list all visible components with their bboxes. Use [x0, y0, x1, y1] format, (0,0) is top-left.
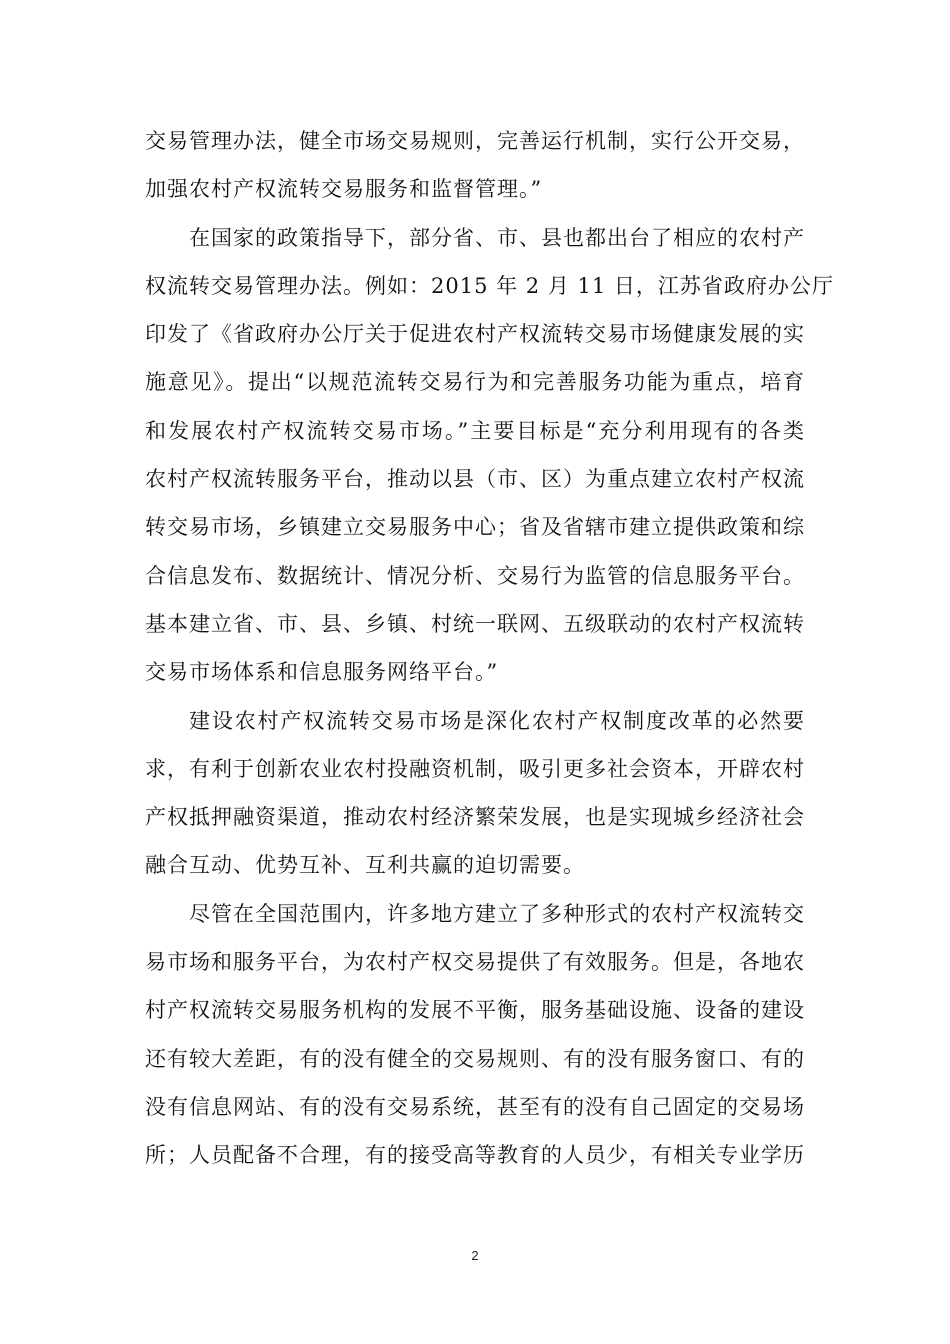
- text-line: 转交易市场，乡镇建立交易服务中心；省及省辖市建立提供政策和综: [145, 515, 805, 540]
- text-line: 求，有利于创新农业农村投融资机制，吸引更多社会资本，开辟农村: [145, 756, 805, 781]
- paragraph-start-line: 建设农村产权流转交易市场是深化农村产权制度改革的必然要: [189, 708, 805, 733]
- text-line: 加强农村产权流转交易服务和监督管理。”: [145, 177, 543, 202]
- text-line: 所；人员配备不合理，有的接受高等教育的人员少，有相关专业学历: [145, 1143, 805, 1168]
- text-line: 易市场和服务平台，为农村产权交易提供了有效服务。但是，各地农: [145, 950, 805, 975]
- text-line: 产权抵押融资渠道，推动农村经济繁荣发展，也是实现城乡经济社会: [145, 805, 805, 830]
- text-line: 印发了《省政府办公厅关于促进农村产权流转交易市场健康发展的实: [145, 322, 805, 347]
- text-line: 权流转交易管理办法。例如：2015 年 2 月 11 日，江苏省政府办公厅: [145, 273, 834, 298]
- text-line: 施意见》。提出“以规范流转交易行为和完善服务功能为重点，培育: [145, 370, 805, 395]
- text-line: 还有较大差距，有的没有健全的交易规则、有的没有服务窗口、有的: [145, 1046, 805, 1071]
- paragraph-start-line: 在国家的政策指导下，部分省、市、县也都出台了相应的农村产: [189, 225, 805, 250]
- text-line: 融合互动、优势互补、互利共赢的迫切需要。: [145, 853, 585, 878]
- paragraph-start-line: 尽管在全国范围内，许多地方建立了多种形式的农村产权流转交: [189, 901, 805, 926]
- text-line: 基本建立省、市、县、乡镇、村统一联网、五级联动的农村产权流转: [145, 611, 805, 636]
- text-line: 交易管理办法，健全市场交易规则，完善运行机制，实行公开交易，: [145, 129, 805, 153]
- page-number: 2: [471, 1248, 479, 1263]
- text-line: 合信息发布、数据统计、情况分析、交易行为监管的信息服务平台。: [145, 563, 805, 588]
- text-line: 农村产权流转服务平台，推动以县（市、区）为重点建立农村产权流: [145, 467, 805, 492]
- text-line: 村产权流转交易服务机构的发展不平衡，服务基础设施、设备的建设: [145, 998, 805, 1023]
- text-line: 和发展农村产权流转交易市场。”主要目标是“充分利用现有的各类: [145, 418, 805, 443]
- body-text: [145, 117, 834, 1180]
- text-line: 交易市场体系和信息服务网络平台。”: [145, 660, 499, 685]
- text-line: 没有信息网站、有的没有交易系统，甚至有的没有自己固定的交易场: [145, 1094, 805, 1119]
